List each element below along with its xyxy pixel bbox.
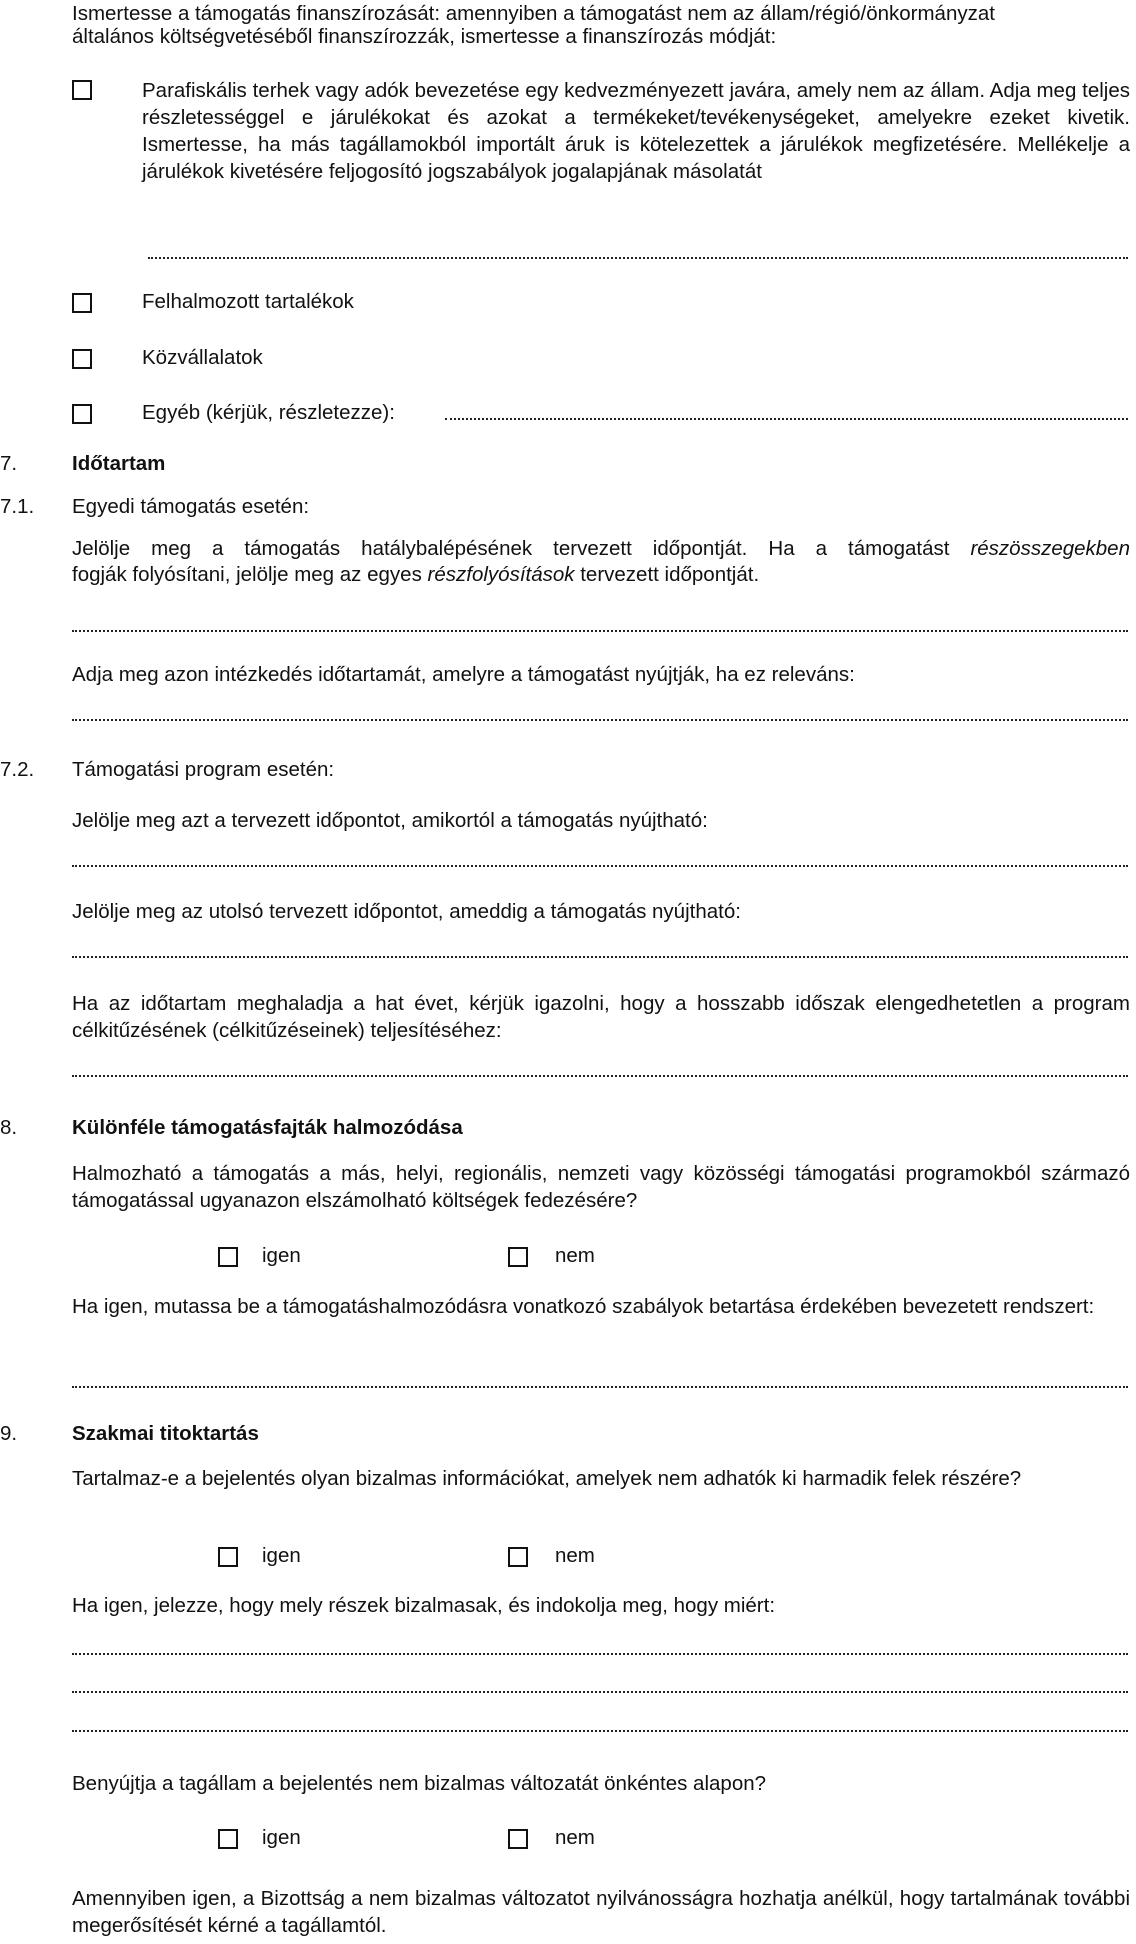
section-7-title: Időtartam (72, 452, 166, 475)
answer-line-7-1-b[interactable] (72, 711, 1128, 721)
checkbox-8-igen[interactable] (218, 1247, 238, 1267)
checkbox-9-nem-2[interactable] (508, 1829, 528, 1849)
section-8-title: Különféle támogatásfajták halmozódása (72, 1116, 463, 1139)
section-9-question: Tartalmaz-e a bejelentés olyan bizalmas információkat, amelyek nem adhatók ki harmadik felek részére? (72, 1467, 1022, 1490)
intro-line-1: Ismertesse a támogatás finanszírozását: amennyiben a támogatást nem az állam/régió/önkormányzat (72, 2, 995, 25)
section-9-note: Amennyiben igen, a Bizottság a nem bizalmas változatot nyilvánosságra hozhatja anélkül, hogy tartalmának további megerősítését kérné a tagállamtól. (72, 1887, 1130, 1937)
answer-line-8[interactable] (72, 1378, 1128, 1388)
section-9-number: 9. (0, 1422, 18, 1445)
checkbox-parafiskalis[interactable] (72, 80, 92, 100)
label-8-igen: igen (262, 1244, 301, 1267)
checkbox-8-nem[interactable] (508, 1247, 528, 1267)
option-felhalmozott-label: Felhalmozott tartalékok (142, 290, 354, 313)
section-9-question-2: Ha igen, jelezze, hogy mely részek bizalmasak, és indokolja meg, hogy miért: (72, 1594, 776, 1617)
section-7-1-question-2: Adja meg azon intézkedés időtartamát, amelyre a támogatást nyújtják, ha ez releváns: (72, 663, 855, 686)
intro-line-2: általános költségvetéséből finanszírozzák, ismertesse a finanszírozás módját: (72, 25, 777, 48)
label-8-nem: nem (555, 1244, 595, 1267)
q1-text-b: fogják folyósítani, jelölje meg az egyes (72, 563, 422, 586)
option-egyeb-label: Egyéb (kérjük, részletezze): (142, 401, 395, 424)
answer-line-7-2-a[interactable] (72, 857, 1128, 867)
section-9-question-3: Benyújtja a tagállam a bejelentés nem bizalmas változatát önkéntes alapon? (72, 1772, 767, 1795)
section-7-number: 7. (0, 452, 18, 475)
q1-italic-reszfolyositasok: részfolyósítások (427, 563, 575, 586)
option-parafiskalis-text: Parafiskális terhek vagy adók bevezetése egy kedvezményezett javára, amely nem az állam. Adja meg teljes részletességgel e járulékokat és azokat a termékeket/tevékenységeket, amelyekre ezeket kivetik. Ismertesse, ha más tagállamokból importált áruk is kötelezettek a járulékok megfizetésére. Mellékelje a járulékok kivetésére feljogosító jogszabályok jogalapjának másolatát (142, 79, 1130, 183)
answer-line-9-a[interactable] (72, 1645, 1128, 1655)
section-8-question-2: Ha igen, mutassa be a támogatáshalmozódásra vonatkozó szabályok betartása érdekében bevezetett rendszert: (72, 1295, 1095, 1318)
checkbox-kozvallalatok[interactable] (72, 349, 92, 369)
checkbox-felhalmozott[interactable] (72, 293, 92, 313)
section-7-2-question-1: Jelölje meg azt a tervezett időpontot, amikortól a támogatás nyújtható: (72, 809, 708, 832)
section-8-number: 8. (0, 1116, 18, 1139)
answer-line-9-c[interactable] (72, 1722, 1128, 1732)
checkbox-9-igen[interactable] (218, 1547, 238, 1567)
checkbox-egyeb[interactable] (72, 404, 92, 424)
q1-italic-reszosszegekben: részösszegekben (970, 537, 1130, 560)
answer-line-7-1-a[interactable] (72, 622, 1128, 632)
section-7-2-title: Támogatási program esetén: (72, 758, 335, 781)
answer-line-parafiskalis[interactable] (148, 249, 1128, 259)
label-9-igen: igen (262, 1544, 301, 1567)
answer-line-9-b[interactable] (72, 1683, 1128, 1693)
section-7-1-number: 7.1. (0, 495, 35, 518)
section-7-1-title: Egyedi támogatás esetén: (72, 495, 310, 518)
label-9-igen-2: igen (262, 1826, 301, 1849)
section-9-title: Szakmai titoktartás (72, 1422, 259, 1445)
section-8-question: Halmozható a támogatás a más, helyi, regionális, nemzeti vagy közösségi támogatási programokból származó támogatással ugyanazon elszámolható költségek fedezésére? (72, 1162, 1130, 1212)
answer-line-7-2-b[interactable] (72, 948, 1128, 958)
section-7-1-question-1-line-2 (72, 561, 1130, 588)
section-7-2-question-2: Jelölje meg az utolsó tervezett időpontot, ameddig a támogatás nyújtható: (72, 900, 741, 923)
section-7-2-question-3: Ha az időtartam meghaladja a hat évet, kérjük igazolni, hogy a hosszabb időszak elengedhetetlen a program célkitűzésének (célkitűzéseinek) teljesítéséhez: (72, 992, 1130, 1042)
option-kozvallalatok-label: Közvállalatok (142, 346, 263, 369)
checkbox-9-igen-2[interactable] (218, 1829, 238, 1849)
answer-line-7-2-c[interactable] (72, 1067, 1128, 1077)
q1-text-c: tervezett időpontját. (580, 563, 760, 586)
label-9-nem-2: nem (555, 1826, 595, 1849)
section-7-2-number: 7.2. (0, 758, 35, 781)
q1-text-a: Jelölje meg a támogatás hatálybalépésének tervezett időpontját. Ha a támogatást (72, 537, 950, 560)
answer-line-egyeb[interactable] (445, 410, 1128, 420)
label-9-nem: nem (555, 1544, 595, 1567)
section-7-1-question-1-line-1 (72, 535, 1130, 562)
checkbox-9-nem[interactable] (508, 1547, 528, 1567)
